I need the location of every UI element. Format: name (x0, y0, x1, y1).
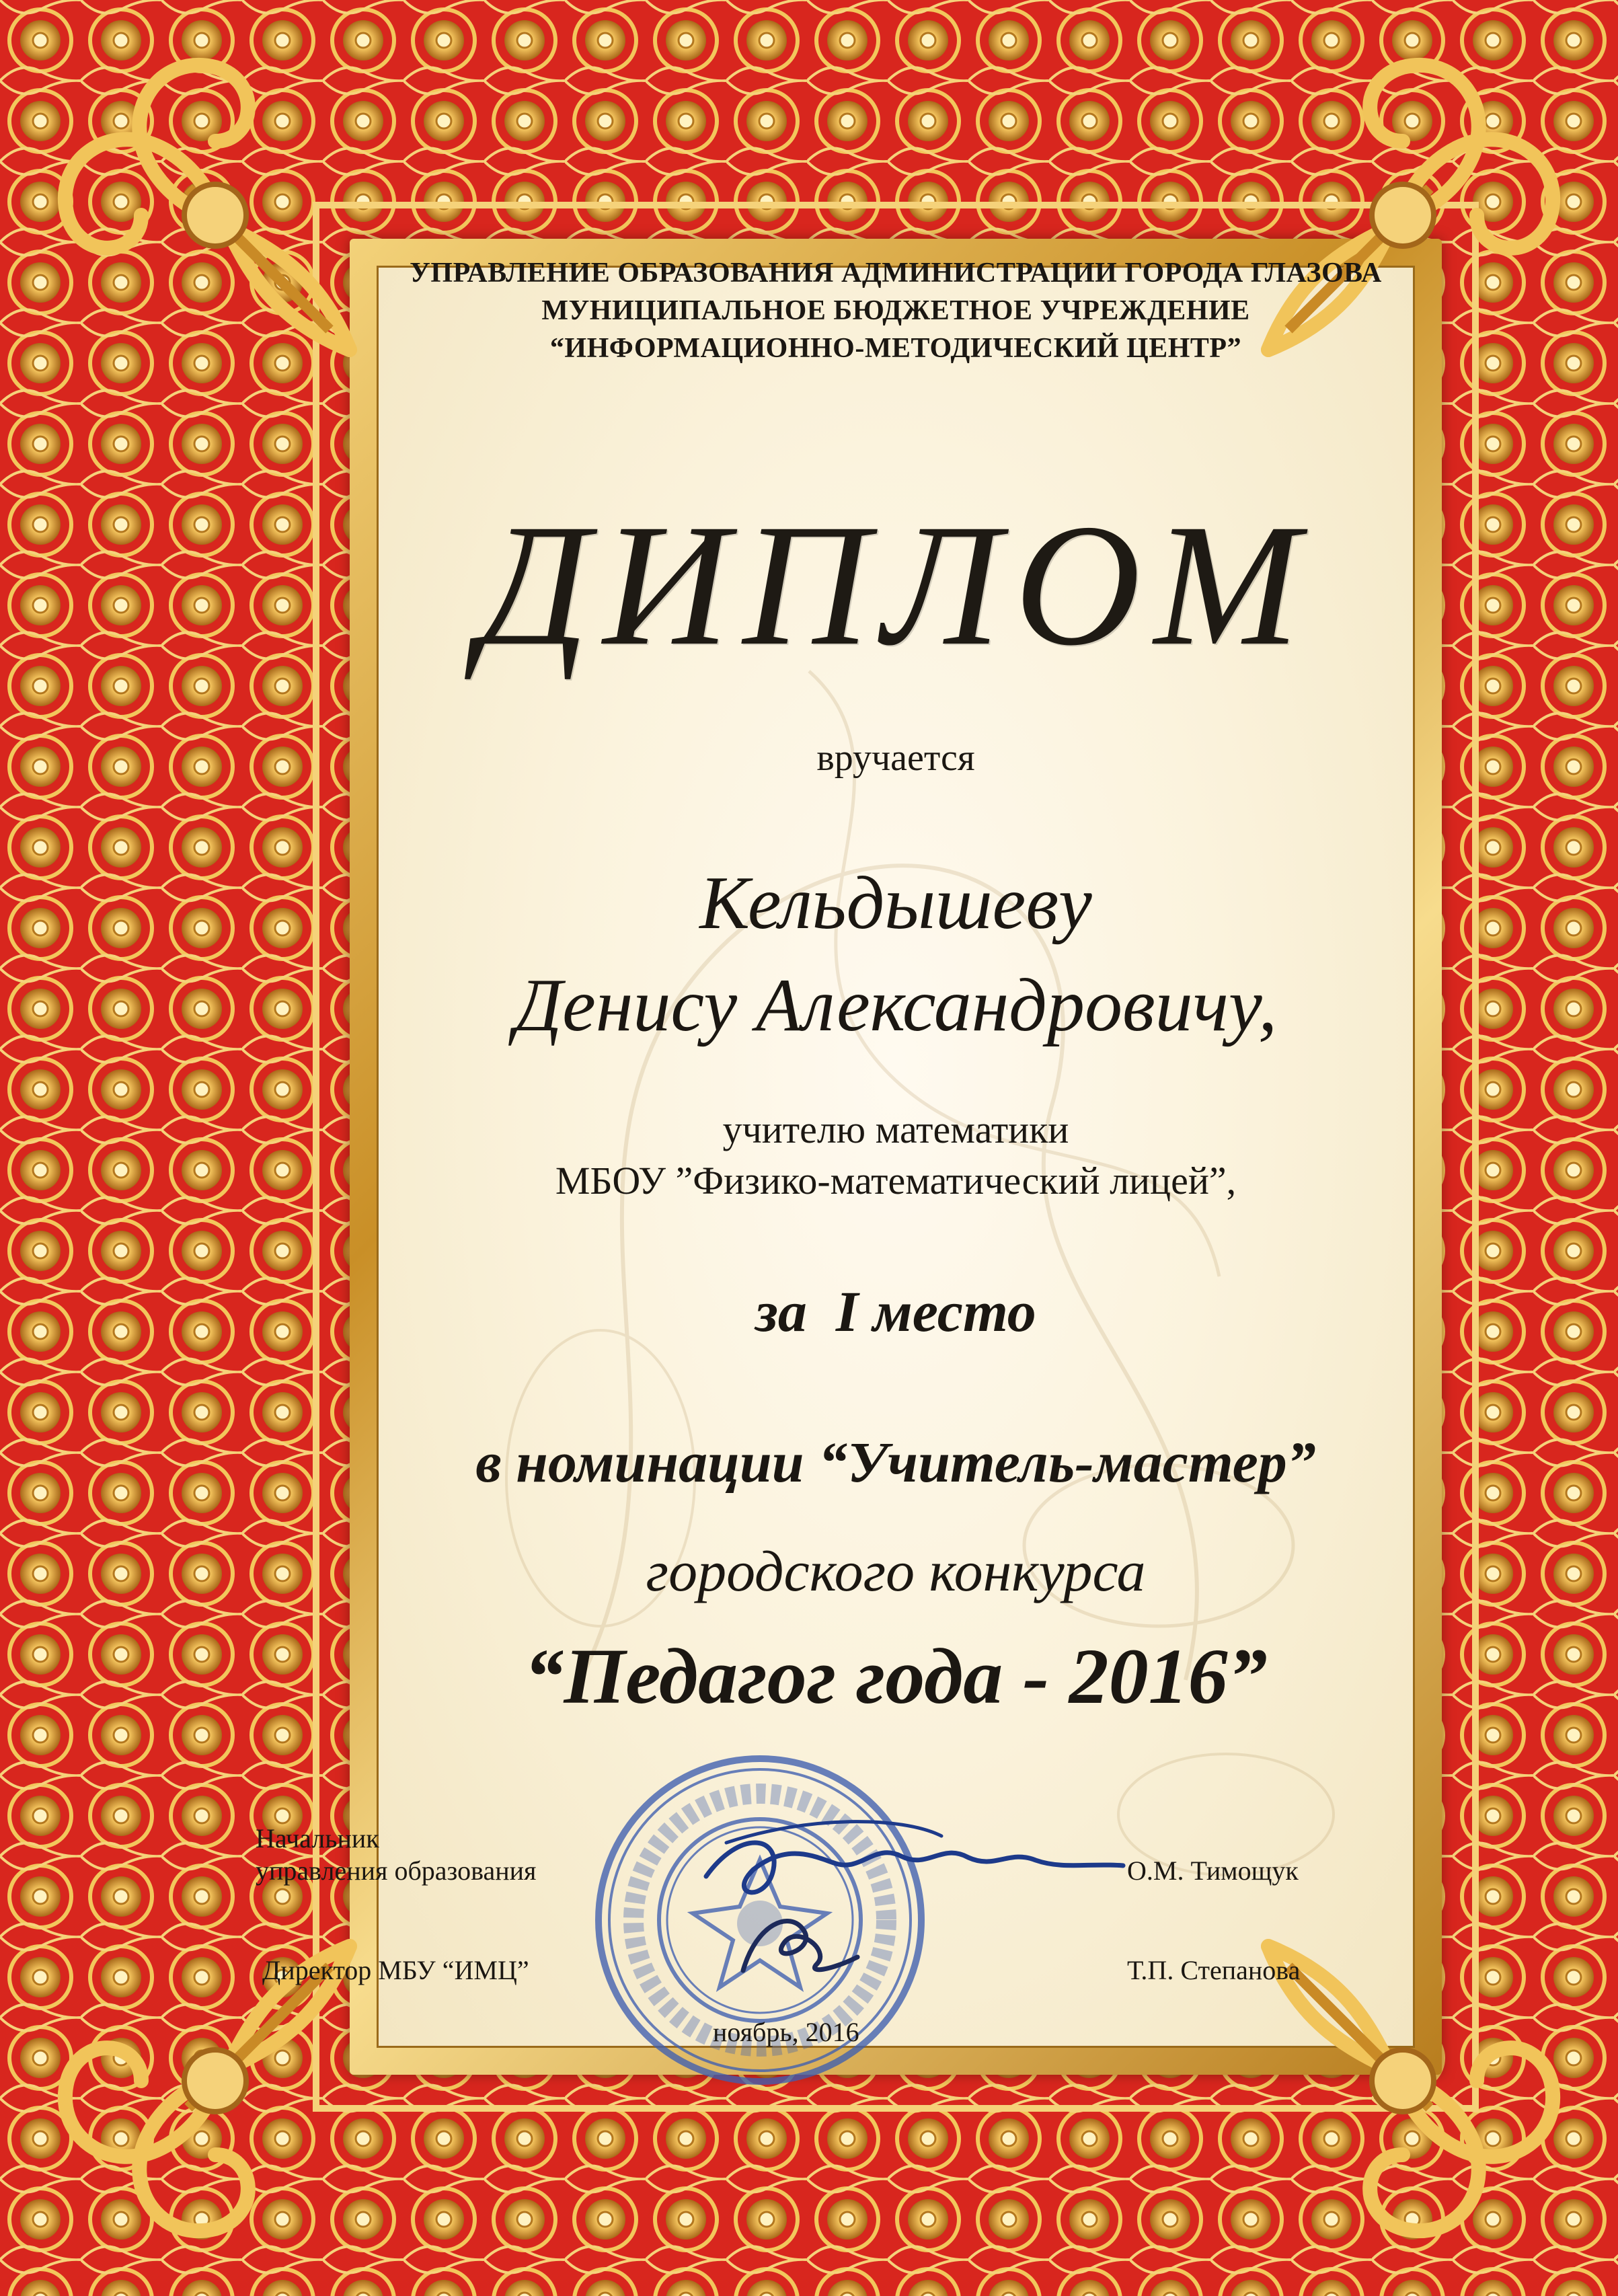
signatory-1-role-line-2: управления образования (256, 1855, 537, 1886)
signatory-2-role: Директор МБУ “ИМЦ” (262, 1955, 529, 1985)
corner-ornament-top-left (13, 13, 363, 363)
issuer-line-3: “ИНФОРМАЦИОННО-МЕТОДИЧЕСКИЙ ЦЕНТР” (549, 333, 1242, 364)
recipient-surname: Кельдышеву (699, 862, 1092, 945)
award-place: за I место (755, 1279, 1036, 1344)
issuer-line-2: МУНИЦИПАЛЬНОЕ БЮДЖЕТНОЕ УЧРЕЖДЕНИЕ (541, 295, 1250, 326)
issuer-line-1: УПРАВЛЕНИЕ ОБРАЗОВАНИЯ АДМИНИСТРАЦИИ ГОРОДА ГЛАЗОВА (410, 258, 1382, 289)
recipient-given-names: Денису Александровичу, (514, 964, 1278, 1047)
contest-title: “Педагог года - 2016” (524, 1632, 1268, 1720)
signatory-1-name: О.М. Тимощук (1127, 1855, 1299, 1886)
contest-description: городского конкурса (646, 1539, 1146, 1603)
recipient-school: МБОУ ”Физико-математический лицей”, (555, 1159, 1237, 1202)
award-nomination: в номинации “Учитель-мастер” (475, 1430, 1316, 1494)
recipient-position: учителю математики (722, 1108, 1069, 1151)
diploma-title: ДИПЛОМ (478, 488, 1313, 682)
issue-date: ноябрь, 2016 (713, 2017, 859, 2047)
awarded-text: вручается (816, 737, 975, 779)
signature-timoshchuk (699, 1816, 1130, 1910)
signature-stepanova (730, 1903, 864, 1984)
signatory-2-name: Т.П. Степанова (1127, 1955, 1301, 1985)
signatory-1-role-line-1: Начальник (256, 1823, 379, 1853)
corner-ornament-bottom-right (1255, 1933, 1605, 2283)
issuer-header (377, 254, 1415, 367)
